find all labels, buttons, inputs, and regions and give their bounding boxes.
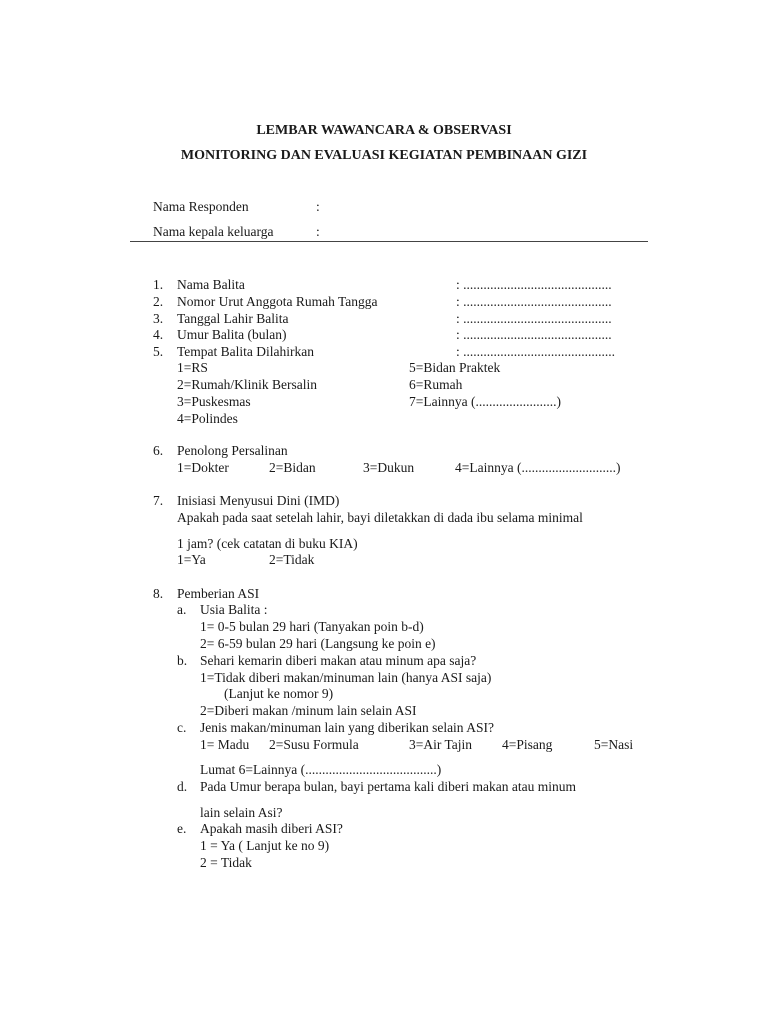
q8c-option-continuation: Lumat 6=Lainnya (.......................................) [200,762,442,777]
q5-label: Tempat Balita Dilahirkan [177,344,315,359]
q1-fill: : ............................................ [456,277,612,292]
q6-option-3: 3=Dukun [363,460,415,475]
q8c-option-1: 1= Madu [200,737,250,752]
q8-number: 8. [153,586,164,601]
q5-option-1: 1=RS [177,360,208,375]
q8e-option-1: 1 = Ya ( Lanjut ke no 9) [200,838,330,853]
q8c-letter: c. [177,720,187,735]
q6-option-4: 4=Lainnya (............................) [455,460,621,475]
q4-number: 4. [153,327,164,342]
q7-number: 7. [153,493,164,508]
form-subtitle: MONITORING DAN EVALUASI KEGIATAN PEMBINAAN GIZI [180,148,588,163]
household-head-colon: : [316,224,320,239]
q4-label: Umur Balita (bulan) [177,327,287,342]
q3-label: Tanggal Lahir Balita [177,311,289,326]
q8a-option-2: 2= 6-59 bulan 29 hari (Langsung ke poin e) [200,636,436,651]
q5-option-3: 3=Puskesmas [177,394,251,409]
q5-option-2: 2=Rumah/Klinik Bersalin [177,377,317,392]
q2-number: 2. [153,294,164,309]
q8c-option-2: 2=Susu Formula [269,737,359,752]
q8e-option-2: 2 = Tidak [200,855,252,870]
household-head-label: Nama kepala keluarga [153,224,274,239]
q3-number: 3. [153,311,164,326]
q6-option-1: 1=Dokter [177,460,229,475]
q3-fill: : ............................................ [456,311,612,326]
q8d-letter: d. [177,779,188,794]
q5-fill: : ............................................. [456,344,616,359]
q7-option-1: 1=Ya [177,552,206,567]
form-title: LEMBAR WAWANCARA & OBSERVASI [256,123,512,138]
q8b-option-1: 1=Tidak diberi makan/minuman lain (hanya ASI saja) [200,670,492,685]
q8e-letter: e. [177,821,187,836]
q8b-option-2: 2=Diberi makan /minum lain selain ASI [200,703,417,718]
q7-label: Inisiasi Menyusui Dini (IMD) [177,493,340,508]
q8a-question: Usia Balita : [200,602,268,617]
q8d-question-continuation: lain selain Asi? [200,805,283,820]
header-divider [130,241,648,242]
q2-fill: : ............................................ [456,294,612,309]
q1-label: Nama Balita [177,277,245,292]
q7-option-2: 2=Tidak [269,552,315,567]
q1-number: 1. [153,277,164,292]
q8d-question: Pada Umur berapa bulan, bayi pertama kali diberi makan atau minum [200,779,576,794]
q2-label: Nomor Urut Anggota Rumah Tangga [177,294,378,309]
q5-number: 5. [153,344,164,359]
q5-option-6: 6=Rumah [409,377,463,392]
q8c-option-5: 5=Nasi [594,737,634,752]
q8c-option-3: 3=Air Tajin [409,737,473,752]
q8b-option-1-note: (Lanjut ke nomor 9) [224,686,334,701]
q4-fill: : ............................................ [456,327,612,342]
respondent-name-label: Nama Responden [153,199,249,214]
q8c-option-4: 4=Pisang [502,737,553,752]
q6-option-2: 2=Bidan [269,460,316,475]
q6-number: 6. [153,443,164,458]
respondent-name-colon: : [316,199,320,214]
q8c-question: Jenis makan/minuman lain yang diberikan selain ASI? [200,720,494,735]
q5-option-5: 5=Bidan Praktek [409,360,501,375]
q8b-question: Sehari kemarin diberi makan atau minum apa saja? [200,653,477,668]
q8a-option-1: 1= 0-5 bulan 29 hari (Tanyakan poin b-d) [200,619,424,634]
q5-option-4: 4=Polindes [177,411,238,426]
q8-label: Pemberian ASI [177,586,260,601]
q6-label: Penolong Persalinan [177,443,288,458]
q8b-letter: b. [177,653,188,668]
q8a-letter: a. [177,602,187,617]
q5-option-7: 7=Lainnya (........................) [409,394,561,409]
q8e-question: Apakah masih diberi ASI? [200,821,343,836]
q7-question-line2: 1 jam? (cek catatan di buku KIA) [177,536,358,551]
q7-question-line1: Apakah pada saat setelah lahir, bayi diletakkan di dada ibu selama minimal [177,510,583,525]
